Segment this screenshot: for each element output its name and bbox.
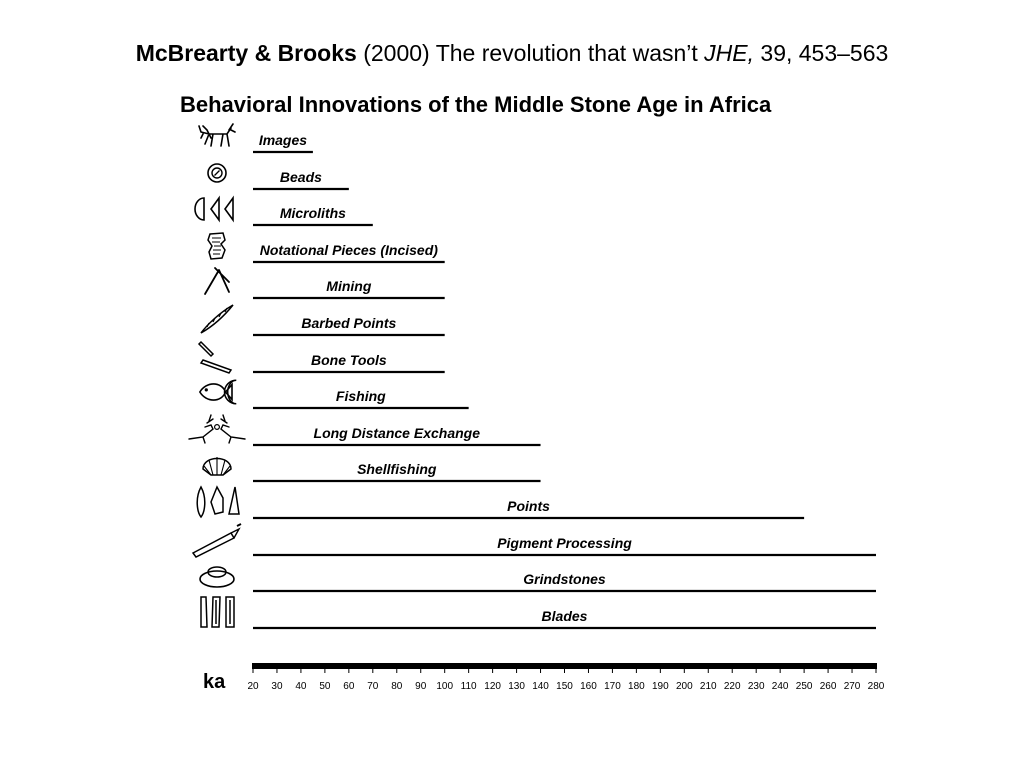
x-tick-label: 220	[723, 681, 741, 692]
shell-icon	[203, 457, 231, 475]
citation-pages: 39, 453–563	[760, 40, 889, 66]
bar-label: Images	[258, 132, 308, 148]
x-tick-label: 110	[460, 681, 477, 692]
bar-label: Points	[507, 498, 550, 514]
bar-label: Grindstones	[523, 571, 606, 587]
x-tick-label: 20	[247, 681, 259, 692]
bar-label: Shellfishing	[357, 461, 437, 477]
bead-icon	[208, 164, 226, 182]
x-axis	[203, 663, 885, 693]
x-tick-label: 160	[580, 681, 597, 692]
citation-title: The revolution that wasn’t	[435, 40, 698, 66]
barbed-point-icon	[201, 305, 233, 333]
x-tick-label: 250	[795, 681, 813, 692]
stone-point-icon	[197, 487, 239, 517]
x-tick-label: 180	[628, 681, 645, 692]
x-tick-label: 230	[747, 681, 765, 692]
x-tick-label: 90	[415, 681, 427, 692]
x-tick-label: 120	[484, 681, 501, 692]
bone-tool-icon	[199, 342, 231, 373]
bar-label: Mining	[326, 278, 372, 294]
fish-icon	[200, 380, 236, 404]
x-tick-label: 40	[295, 681, 307, 692]
pigment-crayon-icon	[193, 524, 241, 557]
bar-label: Barbed Points	[301, 315, 397, 331]
citation-authors: McBrearty & Brooks	[135, 40, 357, 66]
grindstone-icon	[200, 567, 234, 587]
bar-label: Microliths	[279, 205, 346, 221]
animal-drawing-icon	[199, 124, 235, 146]
x-tick-label: 260	[819, 681, 837, 692]
microlith-icon	[195, 198, 233, 220]
x-tick-label: 100	[436, 681, 454, 692]
x-tick-label: 150	[556, 681, 573, 692]
axis-bar	[252, 663, 877, 669]
x-tick-label: 170	[604, 681, 621, 692]
citation-journal: JHE,	[704, 40, 755, 66]
bar-label: Beads	[279, 169, 322, 185]
icons-layer	[189, 124, 245, 627]
bar-label: Bone Tools	[310, 352, 387, 368]
x-tick-label: 80	[391, 681, 403, 692]
x-tick-label: 190	[652, 681, 669, 692]
x-tick-label: 70	[367, 681, 379, 692]
citation-year: (2000)	[363, 40, 430, 66]
x-tick-label: 210	[699, 681, 717, 692]
x-tick-label: 270	[843, 681, 861, 692]
x-tick-label: 280	[867, 681, 885, 692]
bar-label: Long Distance Exchange	[313, 425, 481, 441]
incised-piece-icon	[208, 233, 225, 259]
bar-label: Fishing	[335, 388, 386, 404]
x-tick-label: 200	[675, 681, 693, 692]
bar-label: Blades	[541, 608, 588, 624]
hands-exchange-icon	[189, 415, 245, 443]
x-tick-label: 50	[319, 681, 331, 692]
bar-label: Notational Pieces (Incised)	[259, 242, 438, 258]
bar-label: Pigment Processing	[497, 535, 632, 551]
x-tick-label: 30	[271, 681, 283, 692]
x-tick-label: 240	[771, 681, 789, 692]
bars-layer	[253, 132, 876, 628]
pick-icon	[205, 268, 229, 294]
x-axis-unit-label: ka	[203, 671, 226, 693]
chart-title: Behavioral Innovations of the Middle Stone Age in Africa	[180, 92, 772, 117]
blade-icon	[201, 597, 234, 627]
x-tick-label: 60	[343, 681, 355, 692]
x-tick-label: 140	[532, 681, 549, 692]
x-tick-label: 130	[508, 681, 525, 692]
